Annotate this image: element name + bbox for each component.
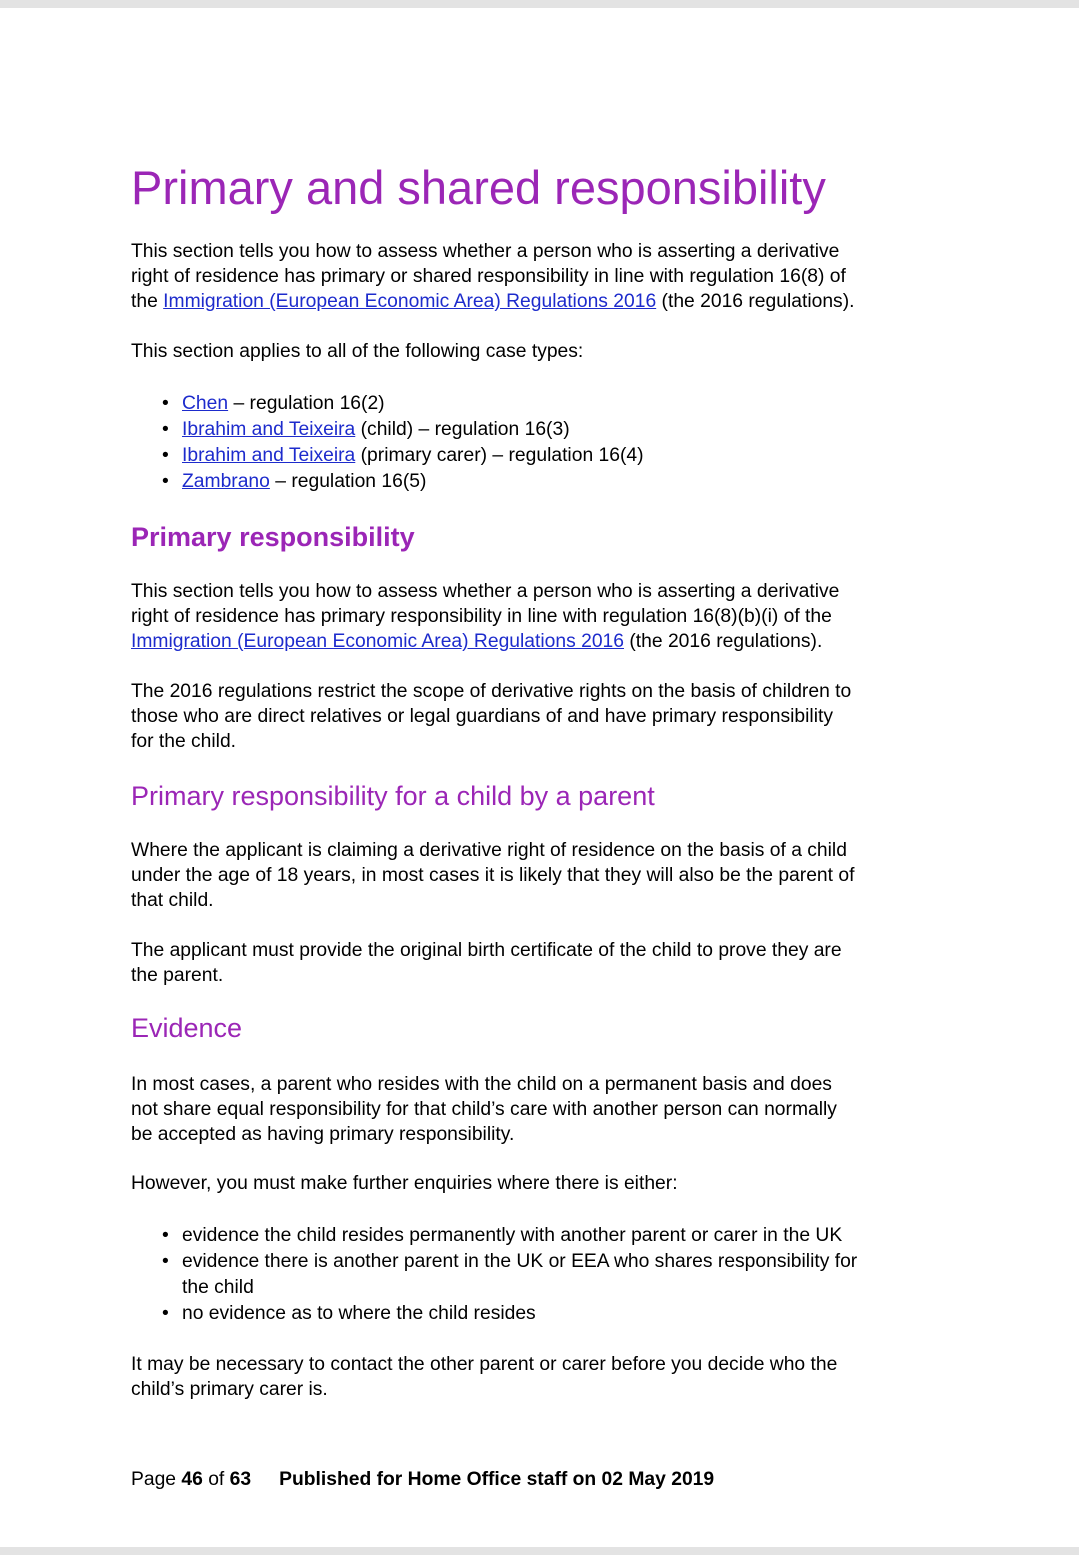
bullet-icon: •	[162, 1225, 169, 1246]
list-item-text: evidence the child resides permanently with another parent or carer in the UK	[182, 1225, 843, 1246]
bullet-icon: •	[162, 1303, 169, 1324]
primary-paragraph-1	[131, 579, 971, 654]
parent-p2-line-2: the parent.	[131, 965, 224, 986]
case-text: – regulation 16(5)	[269, 471, 427, 492]
list-item-continuation	[131, 1275, 857, 1301]
case-link-chen[interactable]: Chen	[182, 393, 229, 414]
enquiries-list	[131, 1223, 857, 1327]
parent-line-1: Where the applicant is claiming a derivative right of residence on the basis of a child	[131, 840, 847, 861]
regulations-link[interactable]: Immigration (European Economic Area) Regulations 2016	[163, 291, 657, 312]
primary-p2-line-2: those who are direct relatives or legal guardians of and have primary responsibility	[131, 706, 833, 727]
page-total: 63	[229, 1469, 252, 1490]
bullet-icon: •	[162, 1251, 169, 1272]
primary-p2-line-1: The 2016 regulations restrict the scope of derivative rights on the basis of children to	[131, 681, 852, 702]
case-link-ibrahim-child[interactable]: Ibrahim and Teixeira	[182, 419, 356, 440]
case-type-list	[131, 391, 644, 495]
intro-paragraph	[131, 239, 971, 314]
primary-p2-line-3: for the child.	[131, 731, 237, 752]
evidence-paragraph-2: However, you must make further enquiries where there is either:	[131, 1173, 678, 1194]
evidence-line-3: be accepted as having primary responsibility.	[131, 1124, 515, 1145]
applies-paragraph: This section applies to all of the following case types:	[131, 341, 584, 362]
case-text: – regulation 16(2)	[228, 393, 385, 414]
list-item	[131, 417, 644, 443]
list-item	[131, 1223, 857, 1249]
evidence-paragraph-3	[131, 1352, 971, 1402]
page-number: 46	[181, 1469, 203, 1490]
list-item	[131, 1249, 857, 1275]
bullet-icon: •	[162, 393, 169, 414]
primary-line-2: right of residence has primary responsibility in line with regulation 16(8)(b)(i) of the	[131, 606, 832, 627]
published-note: Published for Home Office staff on 02 May 2019	[279, 1469, 715, 1490]
case-text: (child) – regulation 16(3)	[355, 419, 570, 440]
bullet-icon: •	[162, 471, 169, 492]
primary-line-3	[131, 629, 971, 654]
intro-line-3	[131, 289, 971, 314]
regulations-link[interactable]: Immigration (European Economic Area) Regulations 2016	[131, 631, 625, 652]
evidence-p3-line-2: child’s primary carer is.	[131, 1379, 328, 1400]
parent-paragraph-2	[131, 938, 971, 988]
intro-line-1: This section tells you how to assess whether a person who is asserting a derivative	[131, 241, 840, 262]
primary-line-1: This section tells you how to assess whether a person who is asserting a derivative	[131, 581, 840, 602]
primary-line-3-tail: (the 2016 regulations).	[624, 631, 823, 652]
parent-line-2: under the age of 18 years, in most cases it is likely that they will also be the parent of	[131, 865, 855, 886]
evidence-paragraph-1	[131, 1072, 971, 1147]
primary-paragraph-2	[131, 679, 971, 754]
case-link-zambrano[interactable]: Zambrano	[182, 471, 270, 492]
case-text: (primary carer) – regulation 16(4)	[355, 445, 644, 466]
list-item	[131, 391, 644, 417]
page-footer	[131, 1467, 714, 1492]
evidence-line-1: In most cases, a parent who resides with the child on a permanent basis and does	[131, 1074, 832, 1095]
evidence-heading: Evidence	[131, 1013, 243, 1043]
list-item	[131, 469, 644, 495]
primary-responsibility-heading: Primary responsibility	[131, 522, 415, 552]
evidence-p3-line-1: It may be necessary to contact the other parent or carer before you decide who the	[131, 1354, 838, 1375]
evidence-line-2: not share equal responsibility for that child’s care with another person can normally	[131, 1099, 837, 1120]
case-link-ibrahim-carer[interactable]: Ibrahim and Teixeira	[182, 445, 356, 466]
page-title: Primary and shared responsibility	[131, 161, 826, 214]
parent-line-3: that child.	[131, 890, 214, 911]
list-item	[131, 443, 644, 469]
bullet-icon: •	[162, 445, 169, 466]
list-item-text: no evidence as to where the child resides	[182, 1303, 536, 1324]
intro-line-2: right of residence has primary or shared responsibility in line with regulation 16(8) of	[131, 266, 846, 287]
parent-heading: Primary responsibility for a child by a parent	[131, 781, 655, 811]
parent-p2-line-1: The applicant must provide the original birth certificate of the child to prove they are	[131, 940, 842, 961]
intro-line-3-text: the	[131, 291, 164, 312]
list-item	[131, 1301, 857, 1327]
intro-line-3-tail: (the 2016 regulations).	[656, 291, 855, 312]
list-item-text: evidence there is another parent in the UK or EEA who shares responsibility for	[182, 1251, 858, 1272]
of-label: of	[208, 1469, 225, 1490]
parent-paragraph-1	[131, 838, 971, 913]
page-label: Page	[131, 1469, 177, 1490]
list-item-text: the child	[182, 1277, 254, 1298]
bullet-icon: •	[162, 419, 169, 440]
